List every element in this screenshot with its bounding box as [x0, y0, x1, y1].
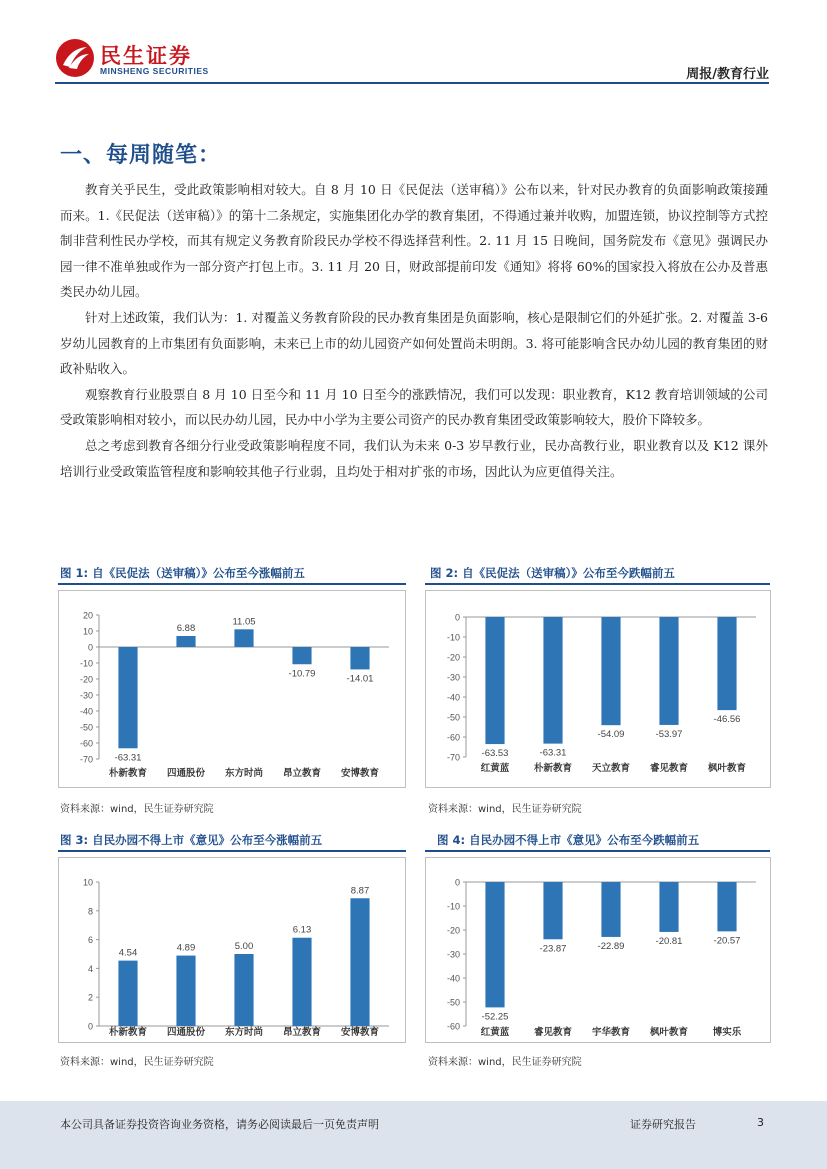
header-divider — [55, 82, 769, 84]
bar-5 — [350, 647, 369, 669]
minsheng-logo-icon — [55, 38, 95, 78]
page-header — [0, 0, 827, 85]
y-tick-label: 10 — [82, 877, 93, 888]
y-tick-label: -50 — [446, 997, 460, 1008]
data-label-4: 6.13 — [292, 924, 312, 936]
figure-3-chart — [58, 857, 406, 1043]
y-tick-label: 0 — [454, 612, 460, 623]
figure-4-title: 图 4: 自民办园不得上市《意见》公布至今跌幅前五 — [437, 833, 700, 847]
y-tick-label: -50 — [79, 722, 93, 733]
y-tick-label: -70 — [446, 752, 460, 763]
y-tick-label: -60 — [446, 1021, 460, 1032]
y-tick-label: -60 — [79, 738, 93, 749]
y-tick-label: 8 — [87, 906, 93, 917]
category-label-2: 四通股份 — [166, 1027, 206, 1038]
data-label-4: -53.97 — [655, 728, 683, 740]
figure-4-chart — [425, 857, 771, 1043]
category-label-4: 昂立教育 — [282, 1027, 322, 1038]
category-label-3: 天立教育 — [591, 763, 631, 774]
figure-1-chart-svg — [59, 591, 405, 787]
data-label-2: 6.88 — [176, 622, 196, 634]
figure-1-title-rule — [58, 583, 406, 585]
data-label-1: -52.25 — [481, 1011, 509, 1023]
figure-3-title-rule — [58, 850, 406, 852]
y-tick-label: -30 — [446, 949, 460, 960]
section-title: 一、每周随笔： — [60, 142, 222, 168]
page-footer — [0, 1101, 827, 1169]
category-label-2: 睿见教育 — [533, 1027, 573, 1038]
category-label-1: 红黄蓝 — [480, 763, 510, 774]
y-tick-label: 10 — [82, 626, 93, 637]
y-tick-label: 0 — [87, 1021, 93, 1032]
y-tick-label: -10 — [79, 658, 93, 669]
figure-4-title-rule — [425, 850, 770, 852]
y-tick-label: 6 — [87, 935, 93, 946]
paragraph: 教育关乎民生，受此政策影响相对较大。自 8 月 10 日《民促法（送审稿）》公布以来，针对民办教育的负面影响政策接踵而来。1.《民促法（送审稿）》的第十二条规定，实施集团化办学的教育集团，不得通过兼并收购，加盟连锁，协议控制等方式控制非营利性民办学校，而其有规定义务教育阶段民办学校不得选择营利性。2. 11 月 15 日晚间，国务院发布《意见》强调民办园一律不准单独或作为一部分资产打包上市。3. 11 月 20 日，财政部提前印发《通知》将将 60%的国家投入将放在公办及普惠类民办幼儿园。 — [60, 182, 768, 300]
bar-4 — [292, 647, 311, 664]
data-label-4: -20.81 — [655, 935, 683, 947]
data-label-3: 11.05 — [232, 616, 256, 628]
logo-text-en: MINSHENG SECURITIES — [100, 66, 209, 76]
category-label-2: 四通股份 — [166, 768, 206, 779]
bar-2 — [176, 956, 195, 1026]
y-tick-label: 20 — [82, 610, 93, 621]
category-label-2: 朴新教育 — [533, 763, 573, 774]
bar-5 — [717, 617, 736, 710]
data-label-3: -54.09 — [597, 729, 625, 741]
y-tick-label: -20 — [79, 674, 93, 685]
figure-2-title-rule — [425, 583, 770, 585]
figure-2-title: 图 2: 自《民促法（送审稿）》公布至今跌幅前五 — [430, 566, 675, 580]
y-tick-label: 4 — [87, 963, 93, 974]
figure-4-chart-svg — [426, 858, 770, 1042]
data-label-1: -63.31 — [114, 752, 142, 764]
bar-4 — [292, 938, 311, 1026]
bar-1 — [118, 647, 137, 748]
figure-2-source: 资料来源：wind，民生证券研究院 — [428, 804, 582, 815]
figure-3-chart-svg — [59, 858, 405, 1042]
category-label-5: 枫叶教育 — [707, 763, 747, 774]
category-label-3: 宇华教育 — [591, 1027, 631, 1038]
y-tick-label: -20 — [446, 925, 460, 936]
figure-3-title: 图 3: 自民办园不得上市《意见》公布至今涨幅前五 — [60, 833, 323, 847]
y-tick-label: -10 — [446, 901, 460, 912]
y-tick-label: 0 — [454, 877, 460, 888]
paragraph: 针对上述政策，我们认为：1. 对覆盖义务教育阶段的民办教育集团是负面影响，核心是限制它们的外延扩张。2. 对覆盖 3-6 岁幼儿园教育的上市集团有负面影响，未来已上市的幼儿园资产如何处置尚未明朗。3. 将可能影响含民办幼儿园的教育集团的财政补贴收入。 — [60, 309, 768, 377]
y-tick-label: -20 — [446, 652, 460, 663]
category-label-4: 昂立教育 — [282, 768, 322, 779]
y-tick-label: -30 — [446, 672, 460, 683]
category-label-1: 朴新教育 — [108, 1027, 148, 1038]
y-tick-label: -40 — [446, 973, 460, 984]
bar-3 — [601, 617, 620, 725]
bar-3 — [601, 882, 620, 937]
logo-text-cn: 民生证券 — [100, 44, 192, 68]
y-tick-label: -40 — [446, 692, 460, 703]
figure-1-chart — [58, 590, 406, 788]
data-label-2: -63.31 — [539, 747, 567, 759]
y-tick-label: -10 — [446, 632, 460, 643]
category-label-5: 安博教育 — [340, 768, 380, 779]
category-label-3: 东方时尚 — [224, 1027, 264, 1038]
bar-5 — [717, 882, 736, 931]
data-label-1: 4.54 — [118, 947, 138, 959]
category-label-4: 睿见教育 — [649, 763, 689, 774]
figure-2-chart-svg — [426, 591, 770, 787]
category-label-4: 枫叶教育 — [649, 1027, 689, 1038]
paragraph: 总之考虑到教育各细分行业受政策影响程度不同，我们认为未来 0-3 岁早教行业，民办高教行业，职业教育以及 K12 课外培训行业受政策监管程度和影响较其他子行业弱，且均处于相对扩张的市场，因此认为应更值得关注。 — [60, 437, 768, 479]
data-label-5: -46.56 — [713, 714, 741, 726]
bar-1 — [485, 882, 504, 1007]
figure-4-source: 资料来源：wind，民生证券研究院 — [428, 1057, 582, 1068]
figure-1-title: 图 1: 自《民促法（送审稿）》公布至今涨幅前五 — [60, 566, 305, 580]
bar-1 — [485, 617, 504, 744]
footer-disclaimer: 本公司具备证券投资咨询业务资格，请务必阅读最后一页免责声明 — [60, 1118, 379, 1131]
bar-2 — [543, 882, 562, 939]
report-category: 周报/教育行业 — [686, 67, 769, 82]
bar-1 — [118, 961, 137, 1026]
paragraph: 观察教育行业股票自 8 月 10 日至今和 11 月 10 日至今的涨跌情况，我们可以发现：职业教育，K12 教育培训领域的公司受政策影响相对较小，而以民办幼儿园，民办中小学为主要公司资产的民办教育集团受政策影响较大，股价下降较多。 — [60, 386, 768, 428]
data-label-3: 5.00 — [234, 941, 254, 952]
y-tick-label: 2 — [87, 992, 93, 1003]
category-label-5: 安博教育 — [340, 1027, 380, 1038]
page-number: 3 — [757, 1116, 764, 1129]
bar-2 — [176, 636, 195, 647]
y-tick-label: -30 — [79, 690, 93, 701]
figure-1-source: 资料来源：wind，民生证券研究院 — [60, 804, 214, 815]
bar-4 — [659, 617, 678, 725]
bar-3 — [234, 629, 253, 647]
body-text — [60, 177, 768, 484]
category-label-1: 朴新教育 — [108, 768, 148, 779]
category-label-3: 东方时尚 — [224, 768, 264, 779]
data-label-3: -22.89 — [597, 940, 625, 952]
bar-4 — [659, 882, 678, 932]
data-label-4: -10.79 — [288, 668, 316, 680]
data-label-2: 4.89 — [176, 942, 196, 954]
y-tick-label: -60 — [446, 732, 460, 743]
footer-report-type: 证券研究报告 — [630, 1118, 696, 1131]
bar-5 — [350, 898, 369, 1026]
data-label-5: -20.57 — [713, 935, 741, 947]
data-label-5: -14.01 — [346, 673, 374, 685]
y-tick-label: 0 — [87, 642, 93, 653]
figure-2-chart — [425, 590, 771, 788]
category-label-1: 红黄蓝 — [480, 1027, 510, 1038]
y-tick-label: -40 — [79, 706, 93, 717]
data-label-1: -63.53 — [481, 748, 509, 760]
figure-3-source: 资料来源：wind，民生证券研究院 — [60, 1057, 214, 1068]
data-label-5: 8.87 — [350, 885, 370, 897]
y-tick-label: -70 — [79, 754, 93, 765]
category-label-5: 博实乐 — [712, 1027, 742, 1038]
bar-2 — [543, 617, 562, 744]
bar-3 — [234, 954, 253, 1026]
data-label-2: -23.87 — [539, 943, 567, 955]
y-tick-label: -50 — [446, 712, 460, 723]
